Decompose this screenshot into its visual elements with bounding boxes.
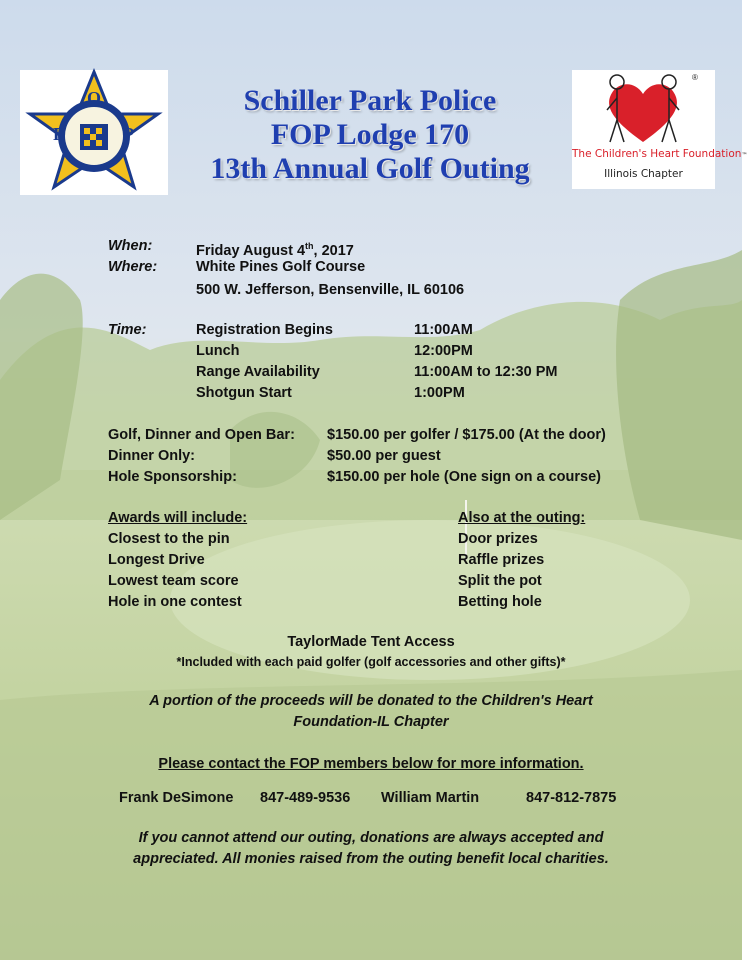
also-heading: Also at the outing: (458, 510, 586, 526)
registered-mark: ® (692, 73, 698, 82)
closing-line-2: appreciated. All monies raised from the outing benefit local charities. (133, 851, 609, 867)
awards-heading: Awards will include: (108, 510, 248, 526)
pricing-label: Golf, Dinner and Open Bar: (108, 427, 295, 443)
schedule-time: 1:00PM (414, 385, 465, 401)
where-venue: White Pines Golf Course (196, 259, 366, 275)
contact-phone: 847-812-7875 (526, 790, 617, 806)
contact-name: William Martin (381, 790, 480, 806)
fop-letter-p: P (123, 124, 134, 144)
event-title-line-2: FOP Lodge 170 (270, 118, 470, 151)
pricing-label: Hole Sponsorship: (108, 469, 237, 485)
award-item: Closest to the pin (108, 531, 230, 547)
where-address: 500 W. Jefferson, Bensenville, IL 60106 (196, 282, 465, 298)
pricing-value: $150.00 per golfer / $175.00 (At the door) (327, 427, 606, 443)
schedule-time: 11:00AM to 12:30 PM (414, 364, 558, 380)
when-label: When: (108, 238, 153, 254)
when-date: Friday August 4 (196, 242, 306, 259)
heart-foundation-chapter: Illinois Chapter (604, 168, 683, 180)
event-title-line-1: Schiller Park Police (243, 84, 497, 117)
award-item: Hole in one contest (108, 594, 242, 610)
when-date-suffix: th (305, 241, 314, 251)
schedule-item: Registration Begins (196, 322, 333, 338)
award-item: Lowest team score (108, 573, 239, 589)
taylormade-title: TaylorMade Tent Access (287, 634, 455, 650)
schedule-item: Lunch (196, 343, 240, 359)
schedule-time: 12:00PM (414, 343, 473, 359)
also-item: Betting hole (458, 594, 542, 610)
closing-line-1: If you cannot attend our outing, donations are always accepted and (138, 830, 604, 846)
pricing-label: Dinner Only: (108, 448, 196, 464)
schedule-item: Range Availability (196, 364, 320, 380)
pricing-value: $50.00 per guest (327, 448, 441, 464)
donation-line-2: Foundation-IL Chapter (293, 714, 449, 730)
taylormade-note: *Included with each paid golfer (golf accessories and other gifts)* (176, 655, 566, 669)
trademark-mark: ™ (741, 152, 747, 159)
also-item: Raffle prizes (458, 552, 545, 568)
contact-heading: Please contact the FOP members below for more information. (158, 756, 584, 772)
fop-star-badge-icon (20, 70, 168, 195)
contact-name: Frank DeSimone (119, 790, 234, 806)
donation-line-1: A portion of the proceeds will be donated to the Children's Heart (149, 693, 593, 709)
pricing-value: $150.00 per hole (One sign on a course) (327, 469, 601, 485)
fop-logo (20, 70, 168, 195)
schedule-time: 11:00AM (414, 322, 473, 338)
award-item: Longest Drive (108, 552, 205, 568)
also-item: Split the pot (458, 573, 542, 589)
where-label: Where: (108, 259, 158, 275)
heart-foundation-name (572, 148, 747, 160)
when-year: , 2017 (313, 242, 354, 259)
time-label: Time: (108, 322, 147, 338)
fop-letter-o: O (87, 88, 102, 108)
also-item: Door prizes (458, 531, 538, 547)
heart-with-children-icon (572, 70, 715, 150)
contact-phone: 847-489-9536 (260, 790, 351, 806)
event-title-line-3: 13th Annual Golf Outing (210, 152, 530, 185)
heart-foundation-name-text: The Children's Heart Foundation (572, 148, 742, 160)
fop-letter-f: F (53, 124, 64, 144)
schedule-item: Shotgun Start (196, 385, 292, 401)
childrens-heart-foundation-logo (572, 70, 747, 189)
